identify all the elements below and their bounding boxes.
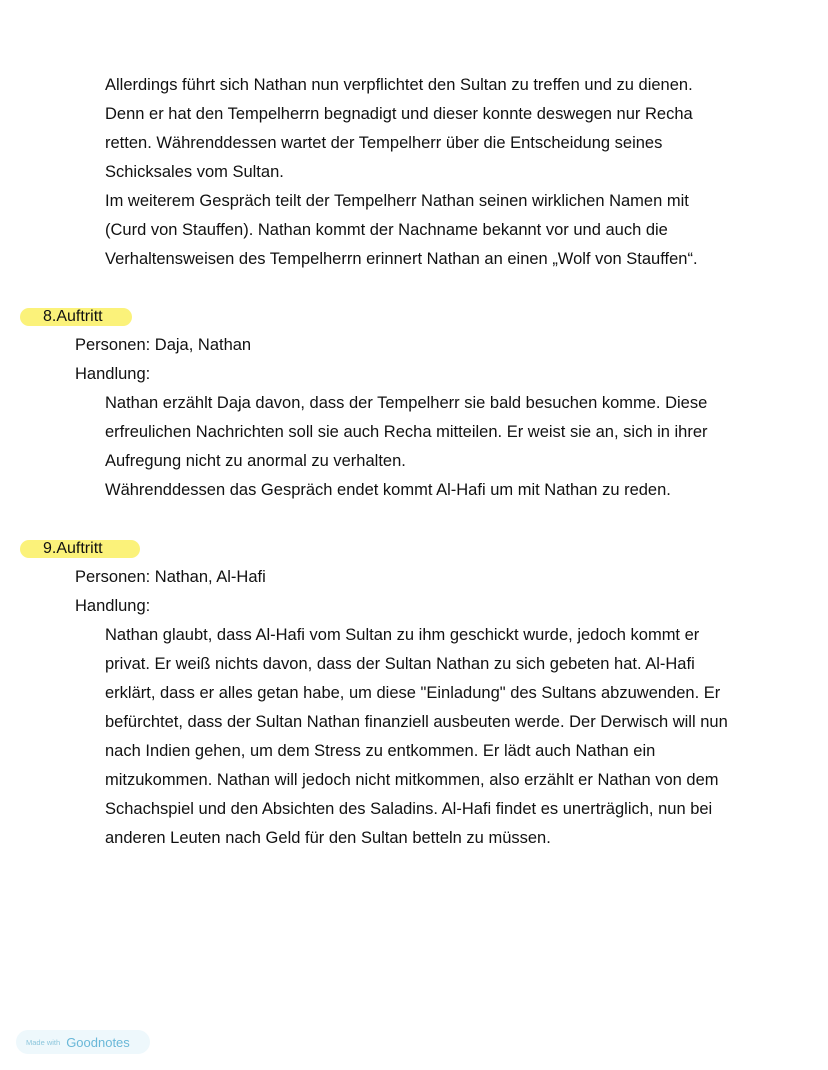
text-line: Im weiterem Gespräch teilt der Tempelherr Nathan seinen wirklichen Namen mit [105,192,689,210]
intro-paragraph [105,71,698,274]
text-line: Verhaltensweisen des Tempelherrn erinnert Nathan an einen „Wolf von Stauffen“. [105,250,698,268]
text-line: befürchtet, dass der Sultan Nathan finanziell ausbeuten werde. Der Derwisch will nun [105,713,728,731]
scene-meta [75,563,266,621]
text-line: mitzukommen. Nathan will jedoch nicht mitkommen, also erzählt er Nathan von dem [105,771,719,789]
text-line: erklärt, dass er alles getan habe, um diese "Einladung" des Sultans abzuwenden. Er [105,684,721,702]
scene-heading: 8.Auftritt [43,308,103,325]
text-line: Aufregung nicht zu anormal zu verhalten. [105,452,406,470]
made-with-label: Made with [26,1037,61,1047]
text-line: (Curd von Stauffen). Nathan kommt der Nachname bekannt vor und auch die [105,221,668,239]
scene-heading: 9.Auftritt [43,540,103,557]
text-line: privat. Er weiß nichts davon, dass der Sultan Nathan zu sich gebeten hat. Al-Hafi [105,655,695,673]
text-line: anderen Leuten nach Geld für den Sultan betteln zu müssen. [105,829,551,847]
text-line: nach Indien gehen, um dem Stress zu entkommen. Er lädt auch Nathan ein [105,742,656,760]
text-line: retten. Währenddessen wartet der Tempelherr über die Entscheidung seines [105,134,663,152]
text-line: Allerdings führt sich Nathan nun verpflichtet den Sultan zu treffen und zu dienen. [105,76,693,94]
brand-logo: Goodnotes [66,1034,130,1050]
text-line: Schachspiel und den Absichten des Saladins. Al-Hafi findet es unerträglich, nun bei [105,800,713,818]
text-line: Währenddessen das Gespräch endet kommt Al-Hafi um mit Nathan zu reden. [105,481,671,499]
text-line: erfreulichen Nachrichten soll sie auch Recha mitteilen. Er weist sie an, sich in ihrer [105,423,708,441]
goodnotes-badge [16,1030,150,1054]
scene-meta [75,331,251,389]
text-line: Schicksales vom Sultan. [105,163,284,181]
action-label: Handlung: [75,597,151,615]
text-line: Denn er hat den Tempelherrn begnadigt und dieser konnte deswegen nur Recha [105,105,693,123]
scene-text [105,621,728,853]
text-line: Nathan glaubt, dass Al-Hafi vom Sultan zu ihm geschickt wurde, jedoch kommt er [105,626,700,644]
text-line: Nathan erzählt Daja davon, dass der Tempelherr sie bald besuchen komme. Diese [105,394,708,412]
persons: Personen: Daja, Nathan [75,336,252,354]
action-label: Handlung: [75,365,151,383]
persons: Personen: Nathan, Al-Hafi [75,568,266,586]
scene-text [105,389,708,505]
